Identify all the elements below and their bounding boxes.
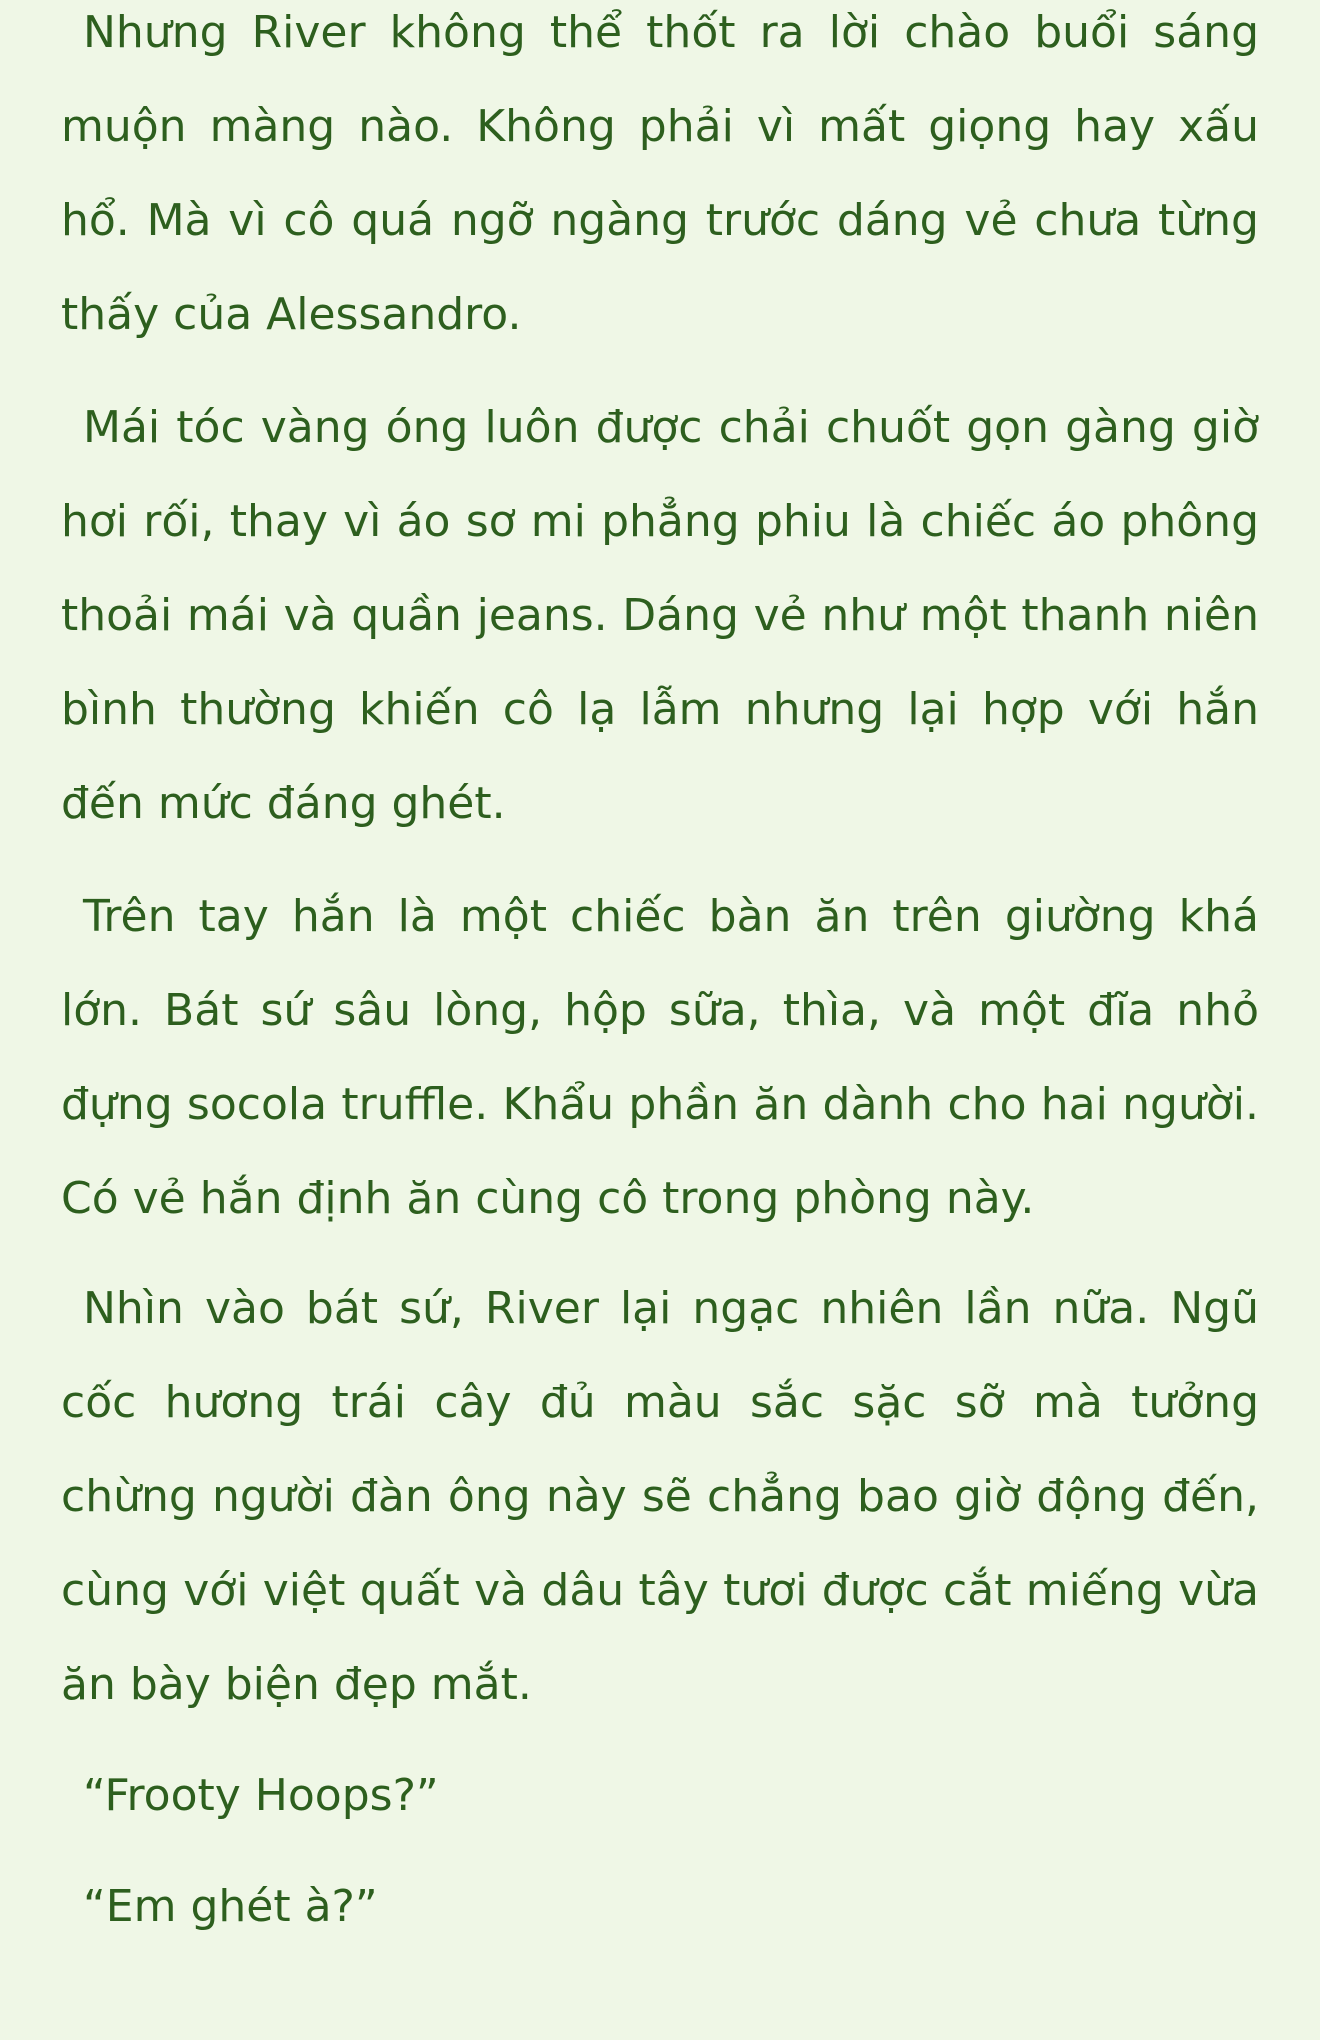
paragraph-4: Nhìn vào bát sứ, River lại ngạc nhiên lần nữa. Ngũ cốc hương trái cây đủ màu sắc sặc sỡ mà tưởng chừng người đàn ông này sẽ chẳng bao giờ động đến, cùng với việt quất và dâu tây tươi được cắt miếng vừa ăn bày biện đẹp mắt.: [61, 1283, 1259, 1710]
paragraph-2: Mái tóc vàng óng luôn được chải chuốt gọn gàng giờ hơi rối, thay vì áo sơ mi phẳng phiu là chiếc áo phông thoải mái và quần jeans. Dáng vẻ như một thanh niên bình thường khiến cô lạ lẫm nhưng lại hợp với hắn đến mức đáng ghét.: [61, 402, 1259, 829]
dialogue-line-1: “Frooty Hoops?”: [83, 1770, 439, 1821]
dialogue-line-2: “Em ghét à?”: [83, 1881, 378, 1932]
paragraph-1: Nhưng River không thể thốt ra lời chào buổi sáng muộn màng nào. Không phải vì mất giọng hay xấu hổ. Mà vì cô quá ngỡ ngàng trước dáng vẻ chưa từng thấy của Alessandro.: [61, 7, 1259, 340]
paragraph-3: Trên tay hắn là một chiếc bàn ăn trên giường khá lớn. Bát sứ sâu lòng, hộp sữa, thìa, và một đĩa nhỏ đựng socola truffle. Khẩu phần ăn dành cho hai người. Có vẻ hắn định ăn cùng cô trong phòng này.: [61, 891, 1259, 1224]
